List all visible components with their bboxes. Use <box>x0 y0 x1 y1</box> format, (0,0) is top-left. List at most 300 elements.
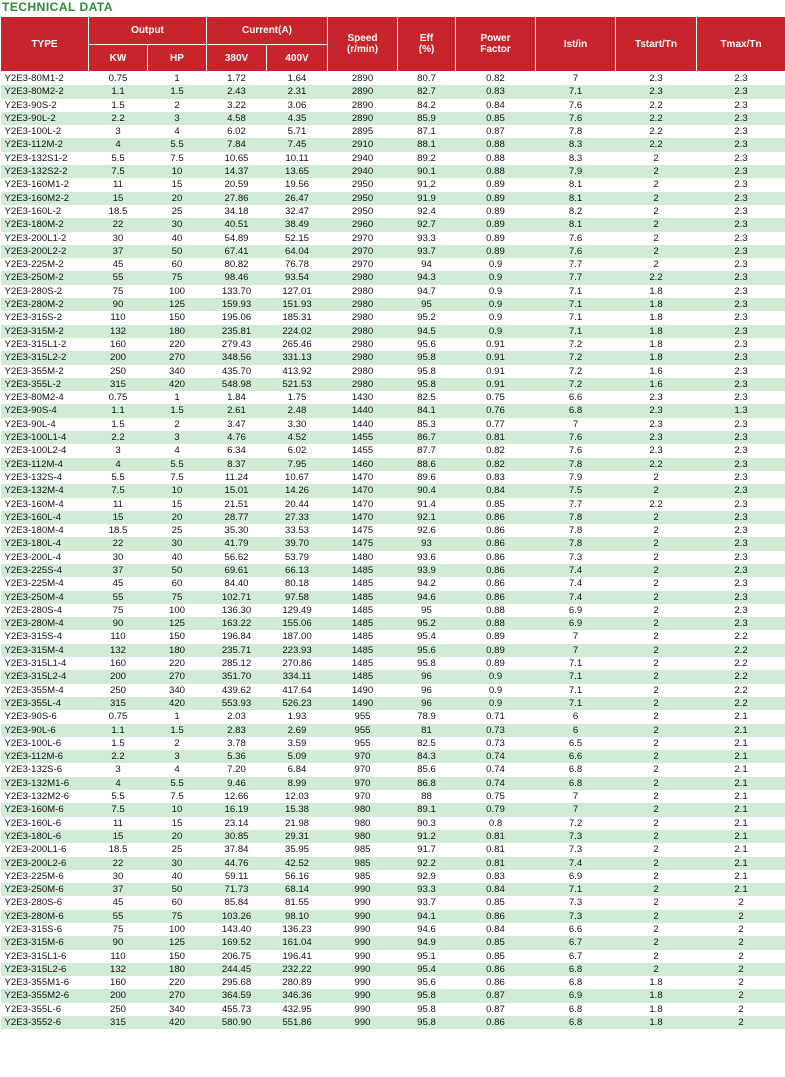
cell-eff: 94.3 <box>398 271 456 284</box>
cell-tstart-tn: 2 <box>616 524 697 537</box>
cell-tstart-tn: 2 <box>616 817 697 830</box>
cell-ist-in: 7.7 <box>536 498 616 511</box>
cell-kw: 1.5 <box>89 418 148 431</box>
cell-power-factor: 0.86 <box>456 963 536 976</box>
cell-tstart-tn: 2 <box>616 750 697 763</box>
cell-current-400v: 32.47 <box>267 205 328 218</box>
cell-type: Y2E3-315S-6 <box>1 923 89 936</box>
cell-power-factor: 0.74 <box>456 763 536 776</box>
cell-tstart-tn: 2 <box>616 205 697 218</box>
cell-power-factor: 0.82 <box>456 458 536 471</box>
cell-current-400v: 13.65 <box>267 165 328 178</box>
cell-current-380v: 159.93 <box>207 298 267 311</box>
cell-current-400v: 155.06 <box>267 617 328 630</box>
header-eff: Eff (%) <box>398 17 456 72</box>
cell-ist-in: 7 <box>536 790 616 803</box>
cell-speed: 2940 <box>328 152 398 165</box>
cell-kw: 0.75 <box>89 710 148 723</box>
cell-current-380v: 351.70 <box>207 670 267 683</box>
cell-tstart-tn: 2 <box>616 883 697 896</box>
cell-power-factor: 0.86 <box>456 591 536 604</box>
cell-type: Y2E3-355L-6 <box>1 1003 89 1016</box>
cell-hp: 220 <box>148 657 207 670</box>
cell-type: Y2E3-160M-6 <box>1 803 89 816</box>
cell-kw: 315 <box>89 697 148 710</box>
cell-speed: 2910 <box>328 138 398 151</box>
cell-type: Y2E3-132M1-6 <box>1 777 89 790</box>
cell-kw: 90 <box>89 298 148 311</box>
cell-power-factor: 0.86 <box>456 577 536 590</box>
cell-power-factor: 0.81 <box>456 431 536 444</box>
cell-tmax-tn: 2.3 <box>697 511 785 524</box>
cell-tstart-tn: 2 <box>616 763 697 776</box>
cell-power-factor: 0.9 <box>456 684 536 697</box>
cell-speed: 2895 <box>328 125 398 138</box>
cell-tmax-tn: 2.3 <box>697 125 785 138</box>
cell-hp: 4 <box>148 763 207 776</box>
cell-tstart-tn: 2.2 <box>616 498 697 511</box>
cell-kw: 30 <box>89 870 148 883</box>
cell-tstart-tn: 2.3 <box>616 444 697 457</box>
cell-current-400v: 38.49 <box>267 218 328 231</box>
cell-eff: 95.6 <box>398 644 456 657</box>
cell-ist-in: 7.7 <box>536 271 616 284</box>
cell-hp: 30 <box>148 857 207 870</box>
cell-current-400v: 334.11 <box>267 670 328 683</box>
cell-hp: 420 <box>148 378 207 391</box>
cell-current-400v: 80.18 <box>267 577 328 590</box>
cell-eff: 85.3 <box>398 418 456 431</box>
cell-current-380v: 44.76 <box>207 857 267 870</box>
cell-tstart-tn: 2 <box>616 165 697 178</box>
cell-eff: 86.7 <box>398 431 456 444</box>
cell-current-380v: 84.40 <box>207 577 267 590</box>
cell-tmax-tn: 2 <box>697 1016 785 1029</box>
cell-speed: 1485 <box>328 644 398 657</box>
cell-eff: 90.4 <box>398 484 456 497</box>
cell-tstart-tn: 2.2 <box>616 458 697 471</box>
cell-current-400v: 98.10 <box>267 910 328 923</box>
cell-eff: 92.4 <box>398 205 456 218</box>
cell-current-400v: 66.13 <box>267 564 328 577</box>
cell-kw: 18.5 <box>89 205 148 218</box>
cell-ist-in: 7.6 <box>536 444 616 457</box>
table-row <box>1 112 785 125</box>
cell-type: Y2E3-280S-4 <box>1 604 89 617</box>
cell-eff: 85.6 <box>398 763 456 776</box>
cell-speed: 2970 <box>328 245 398 258</box>
cell-tstart-tn: 2 <box>616 830 697 843</box>
cell-hp: 75 <box>148 910 207 923</box>
cell-tstart-tn: 2 <box>616 484 697 497</box>
cell-ist-in: 7.8 <box>536 537 616 550</box>
cell-eff: 81 <box>398 724 456 737</box>
table-row <box>1 165 785 178</box>
cell-power-factor: 0.91 <box>456 351 536 364</box>
cell-current-400v: 151.93 <box>267 298 328 311</box>
cell-speed: 2980 <box>328 271 398 284</box>
table-row <box>1 551 785 564</box>
cell-type: Y2E3-132M2-6 <box>1 790 89 803</box>
cell-speed: 985 <box>328 870 398 883</box>
cell-tmax-tn: 2.1 <box>697 710 785 723</box>
cell-speed: 1455 <box>328 444 398 457</box>
cell-power-factor: 0.82 <box>456 444 536 457</box>
cell-current-380v: 56.62 <box>207 551 267 564</box>
cell-ist-in: 7.1 <box>536 657 616 670</box>
cell-ist-in: 6 <box>536 710 616 723</box>
technical-data-table <box>0 16 785 1029</box>
cell-eff: 94.6 <box>398 923 456 936</box>
cell-speed: 990 <box>328 989 398 1002</box>
cell-eff: 94.6 <box>398 591 456 604</box>
cell-tmax-tn: 2.3 <box>697 617 785 630</box>
cell-current-380v: 27.86 <box>207 192 267 205</box>
cell-eff: 95 <box>398 604 456 617</box>
cell-current-400v: 97.58 <box>267 591 328 604</box>
cell-hp: 25 <box>148 524 207 537</box>
cell-tmax-tn: 2.1 <box>697 857 785 870</box>
cell-power-factor: 0.86 <box>456 537 536 550</box>
cell-eff: 92.6 <box>398 524 456 537</box>
cell-tstart-tn: 1.6 <box>616 365 697 378</box>
cell-hp: 270 <box>148 670 207 683</box>
cell-speed: 1470 <box>328 511 398 524</box>
table-row <box>1 870 785 883</box>
cell-speed: 990 <box>328 883 398 896</box>
cell-ist-in: 7.4 <box>536 591 616 604</box>
cell-tstart-tn: 2 <box>616 564 697 577</box>
cell-type: Y2E3-280M-6 <box>1 910 89 923</box>
cell-ist-in: 7.1 <box>536 670 616 683</box>
cell-kw: 22 <box>89 537 148 550</box>
cell-hp: 50 <box>148 245 207 258</box>
cell-ist-in: 7.3 <box>536 910 616 923</box>
cell-power-factor: 0.86 <box>456 524 536 537</box>
cell-tstart-tn: 2.2 <box>616 271 697 284</box>
header-output: Output <box>89 17 207 45</box>
cell-tstart-tn: 2 <box>616 843 697 856</box>
cell-current-400v: 223.93 <box>267 644 328 657</box>
cell-tstart-tn: 2 <box>616 577 697 590</box>
cell-power-factor: 0.9 <box>456 670 536 683</box>
cell-tstart-tn: 2 <box>616 604 697 617</box>
cell-tmax-tn: 2 <box>697 963 785 976</box>
cell-tstart-tn: 1.8 <box>616 351 697 364</box>
cell-tstart-tn: 2 <box>616 537 697 550</box>
cell-power-factor: 0.91 <box>456 378 536 391</box>
cell-ist-in: 7.2 <box>536 338 616 351</box>
cell-tmax-tn: 2.3 <box>697 205 785 218</box>
cell-tmax-tn: 2 <box>697 976 785 989</box>
table-row <box>1 591 785 604</box>
table-row <box>1 418 785 431</box>
cell-current-400v: 35.95 <box>267 843 328 856</box>
cell-kw: 45 <box>89 258 148 271</box>
cell-speed: 2980 <box>328 351 398 364</box>
table-row <box>1 883 785 896</box>
cell-hp: 150 <box>148 950 207 963</box>
cell-tstart-tn: 1.6 <box>616 378 697 391</box>
cell-hp: 2 <box>148 737 207 750</box>
cell-current-380v: 3.47 <box>207 418 267 431</box>
cell-tstart-tn: 2.2 <box>616 138 697 151</box>
cell-current-400v: 432.95 <box>267 1003 328 1016</box>
cell-eff: 82.5 <box>398 737 456 750</box>
cell-current-400v: 7.45 <box>267 138 328 151</box>
table-row <box>1 524 785 537</box>
cell-tstart-tn: 2 <box>616 591 697 604</box>
cell-tmax-tn: 2 <box>697 896 785 909</box>
cell-eff: 93.7 <box>398 245 456 258</box>
cell-power-factor: 0.73 <box>456 737 536 750</box>
cell-tstart-tn: 2 <box>616 152 697 165</box>
cell-eff: 95.8 <box>398 1016 456 1029</box>
cell-kw: 1.1 <box>89 724 148 737</box>
cell-tmax-tn: 2.1 <box>697 883 785 896</box>
cell-type: Y2E3-112M-2 <box>1 138 89 151</box>
cell-current-380v: 71.73 <box>207 883 267 896</box>
cell-type: Y2E3-160M2-2 <box>1 192 89 205</box>
table-row <box>1 630 785 643</box>
cell-ist-in: 6.8 <box>536 777 616 790</box>
cell-tmax-tn: 2.3 <box>697 285 785 298</box>
cell-power-factor: 0.81 <box>456 857 536 870</box>
cell-eff: 93.7 <box>398 896 456 909</box>
cell-eff: 92.2 <box>398 857 456 870</box>
cell-current-400v: 29.31 <box>267 830 328 843</box>
cell-power-factor: 0.89 <box>456 192 536 205</box>
cell-tstart-tn: 2 <box>616 657 697 670</box>
cell-type: Y2E3-90L-6 <box>1 724 89 737</box>
cell-kw: 1.1 <box>89 85 148 98</box>
table-row <box>1 178 785 191</box>
cell-type: Y2E3-315S-2 <box>1 311 89 324</box>
cell-type: Y2E3-355M-2 <box>1 365 89 378</box>
cell-tstart-tn: 1.8 <box>616 298 697 311</box>
cell-current-380v: 435.70 <box>207 365 267 378</box>
table-row <box>1 750 785 763</box>
cell-kw: 160 <box>89 976 148 989</box>
cell-type: Y2E3-100L1-4 <box>1 431 89 444</box>
header-400v: 400V <box>267 45 328 72</box>
cell-ist-in: 7.2 <box>536 365 616 378</box>
cell-tmax-tn: 2.3 <box>697 458 785 471</box>
cell-kw: 15 <box>89 830 148 843</box>
cell-eff: 94.2 <box>398 577 456 590</box>
cell-current-400v: 280.89 <box>267 976 328 989</box>
cell-type: Y2E3-355M1-6 <box>1 976 89 989</box>
cell-current-380v: 15.01 <box>207 484 267 497</box>
cell-current-400v: 10.11 <box>267 152 328 165</box>
cell-speed: 970 <box>328 763 398 776</box>
cell-speed: 970 <box>328 750 398 763</box>
cell-eff: 92.9 <box>398 870 456 883</box>
cell-speed: 980 <box>328 817 398 830</box>
cell-ist-in: 6.8 <box>536 963 616 976</box>
cell-current-380v: 10.65 <box>207 152 267 165</box>
cell-power-factor: 0.76 <box>456 404 536 417</box>
cell-current-380v: 12.66 <box>207 790 267 803</box>
cell-current-380v: 34.18 <box>207 205 267 218</box>
cell-current-400v: 3.30 <box>267 418 328 431</box>
cell-type: Y2E3-3552-6 <box>1 1016 89 1029</box>
cell-current-380v: 553.93 <box>207 697 267 710</box>
cell-kw: 250 <box>89 1003 148 1016</box>
cell-tmax-tn: 2.3 <box>697 378 785 391</box>
cell-current-400v: 53.79 <box>267 551 328 564</box>
cell-current-400v: 1.64 <box>267 72 328 86</box>
cell-type: Y2E3-132S-4 <box>1 471 89 484</box>
cell-tstart-tn: 2.2 <box>616 125 697 138</box>
cell-speed: 2950 <box>328 205 398 218</box>
cell-current-380v: 439.62 <box>207 684 267 697</box>
cell-tstart-tn: 2 <box>616 950 697 963</box>
cell-current-380v: 1.72 <box>207 72 267 86</box>
cell-hp: 100 <box>148 923 207 936</box>
cell-ist-in: 7.1 <box>536 883 616 896</box>
cell-ist-in: 6.8 <box>536 976 616 989</box>
cell-tstart-tn: 1.8 <box>616 338 697 351</box>
cell-hp: 40 <box>148 232 207 245</box>
cell-power-factor: 0.86 <box>456 564 536 577</box>
cell-hp: 270 <box>148 989 207 1002</box>
cell-current-380v: 102.71 <box>207 591 267 604</box>
cell-hp: 60 <box>148 896 207 909</box>
cell-current-400v: 2.48 <box>267 404 328 417</box>
cell-tstart-tn: 2 <box>616 178 697 191</box>
cell-eff: 88.6 <box>398 458 456 471</box>
cell-ist-in: 7.1 <box>536 311 616 324</box>
cell-power-factor: 0.9 <box>456 697 536 710</box>
cell-tstart-tn: 2 <box>616 192 697 205</box>
cell-type: Y2E3-90S-6 <box>1 710 89 723</box>
cell-eff: 92.1 <box>398 511 456 524</box>
cell-kw: 5.5 <box>89 152 148 165</box>
cell-type: Y2E3-315M-6 <box>1 936 89 949</box>
header-380v: 380V <box>207 45 267 72</box>
cell-speed: 1485 <box>328 564 398 577</box>
cell-ist-in: 8.2 <box>536 205 616 218</box>
cell-hp: 220 <box>148 976 207 989</box>
cell-speed: 955 <box>328 724 398 737</box>
cell-hp: 40 <box>148 551 207 564</box>
cell-hp: 1.5 <box>148 85 207 98</box>
cell-current-380v: 169.52 <box>207 936 267 949</box>
cell-eff: 94.7 <box>398 285 456 298</box>
table-row <box>1 830 785 843</box>
cell-current-380v: 7.84 <box>207 138 267 151</box>
cell-eff: 84.1 <box>398 404 456 417</box>
cell-ist-in: 7.9 <box>536 165 616 178</box>
cell-tstart-tn: 1.8 <box>616 1003 697 1016</box>
cell-speed: 1430 <box>328 391 398 404</box>
table-row <box>1 604 785 617</box>
cell-ist-in: 7.1 <box>536 298 616 311</box>
cell-tmax-tn: 2.1 <box>697 763 785 776</box>
cell-current-400v: 346.36 <box>267 989 328 1002</box>
cell-power-factor: 0.89 <box>456 218 536 231</box>
cell-ist-in: 7.1 <box>536 285 616 298</box>
cell-eff: 93.3 <box>398 232 456 245</box>
cell-kw: 45 <box>89 577 148 590</box>
cell-tmax-tn: 2.2 <box>697 630 785 643</box>
cell-tstart-tn: 2 <box>616 245 697 258</box>
cell-eff: 94.5 <box>398 325 456 338</box>
cell-type: Y2E3-280M-2 <box>1 298 89 311</box>
cell-eff: 95.8 <box>398 657 456 670</box>
cell-kw: 37 <box>89 883 148 896</box>
cell-ist-in: 6.6 <box>536 923 616 936</box>
cell-current-380v: 3.78 <box>207 737 267 750</box>
cell-hp: 340 <box>148 684 207 697</box>
cell-current-380v: 4.76 <box>207 431 267 444</box>
cell-current-380v: 196.84 <box>207 630 267 643</box>
cell-current-380v: 23.14 <box>207 817 267 830</box>
cell-hp: 7.5 <box>148 790 207 803</box>
cell-tmax-tn: 2.1 <box>697 843 785 856</box>
cell-type: Y2E3-80M1-2 <box>1 72 89 86</box>
cell-kw: 110 <box>89 311 148 324</box>
table-row <box>1 298 785 311</box>
cell-hp: 150 <box>148 311 207 324</box>
cell-speed: 990 <box>328 976 398 989</box>
cell-speed: 1475 <box>328 537 398 550</box>
cell-type: Y2E3-225M-4 <box>1 577 89 590</box>
cell-speed: 980 <box>328 803 398 816</box>
cell-type: Y2E3-90S-4 <box>1 404 89 417</box>
cell-tmax-tn: 2.2 <box>697 644 785 657</box>
cell-tstart-tn: 2 <box>616 910 697 923</box>
cell-ist-in: 7.2 <box>536 817 616 830</box>
cell-tmax-tn: 2.2 <box>697 684 785 697</box>
cell-ist-in: 7.3 <box>536 896 616 909</box>
cell-power-factor: 0.86 <box>456 976 536 989</box>
table-row <box>1 99 785 112</box>
table-row <box>1 724 785 737</box>
cell-current-400v: 21.98 <box>267 817 328 830</box>
cell-current-380v: 98.46 <box>207 271 267 284</box>
cell-ist-in: 8.3 <box>536 138 616 151</box>
cell-tmax-tn: 2.3 <box>697 152 785 165</box>
cell-kw: 75 <box>89 923 148 936</box>
cell-current-400v: 521.53 <box>267 378 328 391</box>
cell-eff: 88.1 <box>398 138 456 151</box>
cell-speed: 1490 <box>328 697 398 710</box>
cell-type: Y2E3-160M1-2 <box>1 178 89 191</box>
cell-speed: 1475 <box>328 524 398 537</box>
table-row <box>1 404 785 417</box>
cell-ist-in: 8.3 <box>536 152 616 165</box>
cell-tmax-tn: 2.3 <box>697 591 785 604</box>
cell-tmax-tn: 2.3 <box>697 99 785 112</box>
cell-current-380v: 2.61 <box>207 404 267 417</box>
cell-eff: 95.8 <box>398 365 456 378</box>
cell-current-380v: 163.22 <box>207 617 267 630</box>
cell-speed: 2950 <box>328 178 398 191</box>
cell-speed: 2960 <box>328 218 398 231</box>
cell-tmax-tn: 2.3 <box>697 112 785 125</box>
cell-ist-in: 6.7 <box>536 936 616 949</box>
cell-kw: 75 <box>89 285 148 298</box>
cell-tstart-tn: 2 <box>616 790 697 803</box>
cell-current-380v: 455.73 <box>207 1003 267 1016</box>
cell-hp: 180 <box>148 644 207 657</box>
cell-tstart-tn: 2 <box>616 936 697 949</box>
cell-ist-in: 7.8 <box>536 511 616 524</box>
cell-power-factor: 0.91 <box>456 338 536 351</box>
cell-kw: 5.5 <box>89 790 148 803</box>
